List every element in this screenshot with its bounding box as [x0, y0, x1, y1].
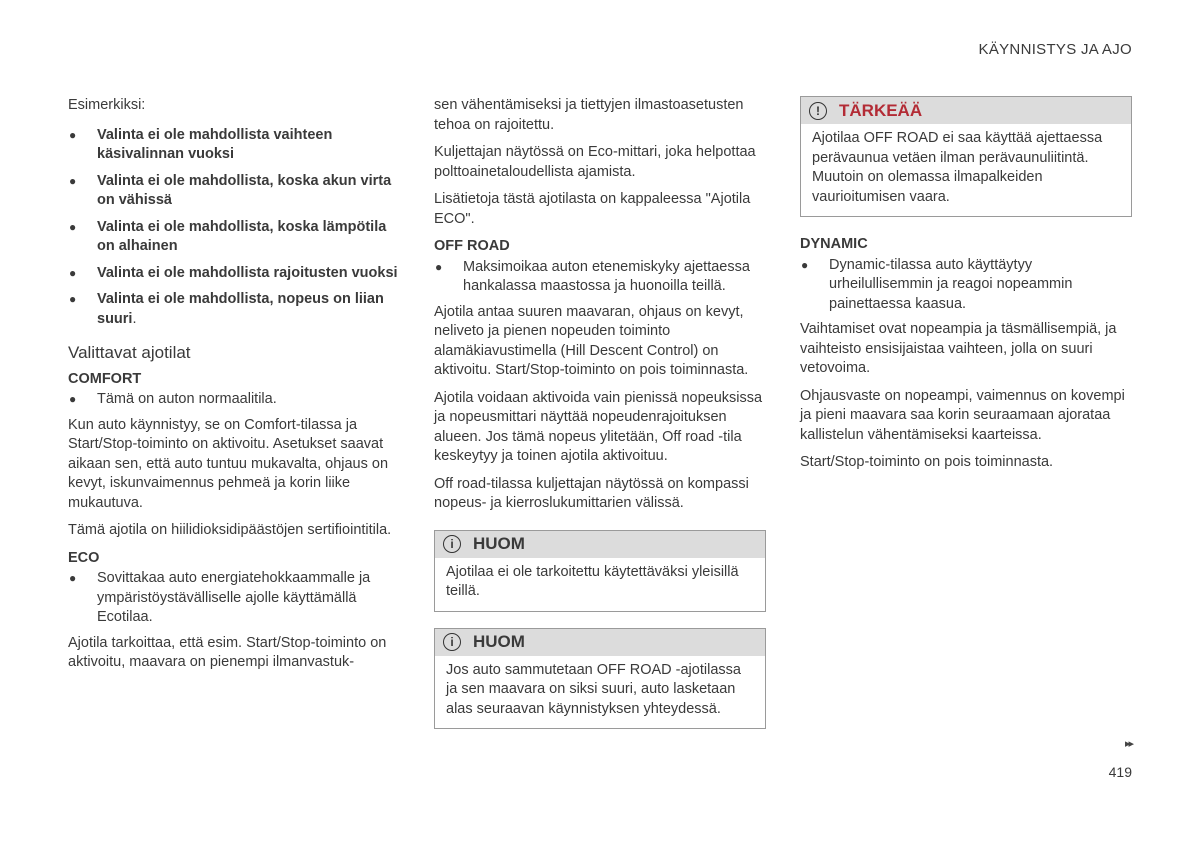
list-item: ● Tämä on auton normaalitila.	[68, 390, 398, 410]
list-item: ● Valinta ei ole mahdollista, nopeus on liian suuri.	[69, 291, 384, 327]
section-header: KÄYNNISTYS JA AJO	[978, 41, 1132, 58]
list-item: ● Maksimoikaa auton etenemiskyky ajettaessa hankalassa maastossa ja huonoilla teillä.	[435, 258, 750, 294]
note-text: Ajotilaa ei ole tarkoitettu käytettäväksi yleisillä teillä.	[446, 563, 739, 599]
bullet-icon: ●	[801, 257, 809, 272]
warning-icon: !	[809, 102, 827, 120]
list-item: ● Valinta ei ole mahdollista, koska lämpötila on alhainen	[69, 218, 387, 254]
info-icon: i	[443, 633, 461, 651]
comfort-title: COMFORT	[68, 370, 142, 387]
offroad-list	[434, 258, 766, 297]
bullet-icon: ●	[69, 219, 77, 234]
examples-list	[68, 126, 398, 330]
list-item: ● Dynamic-tilassa auto käyttäytyy urheilullisemmin ja reagoi nopeammin painettaessa kaasua.	[801, 256, 1073, 312]
column-2	[434, 96, 766, 729]
warning-header	[801, 97, 1131, 124]
eco-paragraph: Ajotila tarkoittaa, että esim. Start/Stop-toiminto on aktivoitu, maavara on pienempi ilmanvastuk-	[68, 634, 387, 670]
warning-text: Ajotilaa OFF ROAD ei saa käyttää ajettaessa perävaunua vetäen ilman perävaunuliitintä. Muutoin on olemassa ilmapalkeiden vaurioitumisen vaara.	[812, 130, 1103, 205]
eco-paragraph-cont: sen vähentämiseksi ja tiettyjen ilmastoasetusten tehoa on rajoitettu.	[434, 97, 744, 133]
more-info-paragraph: Lisätietoja tästä ajotilasta on kappaleessa "Ajotila ECO".	[434, 191, 751, 227]
bullet-icon: ●	[69, 571, 77, 585]
eco-meter-paragraph: Kuljettajan näytössä on Eco-mittari, joka helpottaa polttoainetaloudellista ajamista.	[434, 144, 756, 180]
page-number: 419	[1108, 764, 1132, 780]
warning-box	[800, 96, 1132, 217]
column-3	[800, 96, 1132, 481]
note-text: Jos auto sammutetaan OFF ROAD -ajotilassa ja sen maavara on siksi suuri, auto lasketaan alas seuraavan käynnistyksen yhteydessä.	[446, 661, 741, 717]
dynamic-paragraph: Vaihtamiset ovat nopeampia ja täsmällisempiä, ja vaihteisto ensisijaistaa vaihteen, jolla on suuri vetovoima.	[800, 321, 1117, 376]
bullet-icon: ●	[435, 259, 443, 274]
eco-list	[68, 569, 398, 628]
offroad-paragraph: Ajotila antaa suuren maavaran, ohjaus on kevyt, neliveto ja pienen nopeuden toiminto alamäkiavustimella (Hill Descent Control) on aktivoitu. Start/Stop-toiminto on pois toiminnasta.	[434, 303, 749, 378]
eco-title: ECO	[68, 549, 100, 566]
bullet-icon: ●	[69, 127, 77, 142]
note-header	[435, 629, 765, 656]
bullet-icon: ●	[69, 173, 77, 188]
list-item: ● Valinta ei ole mahdollista, koska akun virta on vähissä	[69, 172, 392, 208]
comfort-list	[68, 390, 398, 410]
column-1	[68, 96, 398, 681]
warning-title: TÄRKEÄÄ	[839, 100, 923, 120]
note-box	[434, 530, 766, 612]
intro-text: Esimerkiksi:	[68, 97, 146, 113]
section-heading: Valittavat ajotilat	[68, 343, 191, 362]
continue-arrows-icon: ▸▸	[1124, 738, 1132, 750]
dynamic-list	[800, 256, 1132, 315]
note-box	[434, 628, 766, 730]
list-item: ● Valinta ei ole mahdollista rajoitusten vuoksi	[68, 264, 398, 284]
bullet-icon: ●	[69, 292, 77, 306]
info-icon: i	[443, 535, 461, 553]
dynamic-paragraph: Ohjausvaste on nopeampi, vaimennus on kovempi ja pieni maavara saa korin seuraamaan ajorataa kallistelun vähentämiseksi kaarteissa.	[800, 387, 1125, 443]
comfort-paragraph: Kun auto käynnistyy, se on Comfort-tilassa ja Start/Stop-toiminto on aktivoitu. Asetukset saavat aikaan sen, että auto tuntuu mukavalta, ohjaus on kevyt, iskunvaimennus pehmeä ja korin liike mukautuva.	[68, 416, 389, 511]
list-item: ● Valinta ei ole mahdollista vaihteen käsivalinnan vuoksi	[69, 126, 333, 162]
comfort-paragraph: Tämä ajotila on hiilidioksidipäästöjen sertifiointitila.	[68, 522, 392, 538]
list-item: ● Sovittakaa auto energiatehokkaammalle ja ympäristöystävälliselle ajolle käyttämällä Ecotilaa.	[69, 570, 371, 625]
offroad-paragraph: Ajotila voidaan aktivoida vain pienissä nopeuksissa ja nopeusmittari näyttää nopeudenrajoituksen alueen. Jos tämä nopeus ylitetään, Off road -tila keskeytyy ja toinen ajotila aktivoituu.	[434, 389, 763, 464]
note-title: HUOM	[473, 534, 525, 554]
offroad-title: OFF ROAD	[434, 238, 510, 254]
dynamic-title: DYNAMIC	[800, 236, 868, 252]
offroad-paragraph: Off road-tilassa kuljettajan näytössä on kompassi nopeus- ja kierroslukumittarien välissä.	[434, 475, 749, 511]
bullet-icon: ●	[69, 392, 77, 406]
note-title: HUOM	[473, 632, 525, 652]
bullet-icon: ●	[69, 265, 77, 280]
note-header	[435, 531, 765, 558]
dynamic-paragraph: Start/Stop-toiminto on pois toiminnasta.	[800, 454, 1054, 470]
